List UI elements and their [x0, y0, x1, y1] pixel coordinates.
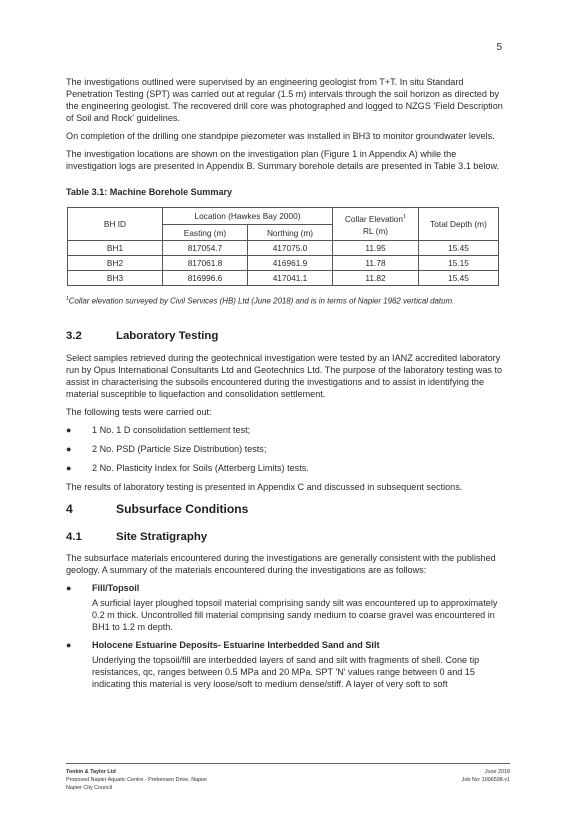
footer-client: Napier City Council: [66, 785, 113, 791]
bullet-icon: ●: [66, 582, 72, 593]
cell-northing: 416961.9: [248, 256, 333, 271]
cell-bh-id: BH2: [68, 256, 163, 271]
footer-date: June 2018: [484, 769, 510, 775]
page-footer: [66, 763, 510, 792]
strata-item-fill: [66, 582, 506, 633]
cell-northing: 417041.1: [248, 271, 333, 286]
intro-paragraph-1: The investigations outlined were supervised by an engineering geologist from T+T. In situ Standard Penetration Testing (SPT) was carried out at regular (1.5 m) intervals through the soil horizon as directed by the engineering geologist. The recovered drill core was photographed and logged to NZGS 'Field Description of Soil and Rock' guidelines.: [66, 77, 503, 123]
cell-rl: 11.95: [333, 241, 419, 256]
footer-company: Tonkin & Taylor Ltd: [66, 769, 116, 775]
cell-easting: 816996.6: [163, 271, 248, 286]
table-row: [68, 256, 499, 271]
bullet-icon: ●: [66, 424, 72, 435]
cell-easting: 817054.7: [163, 241, 248, 256]
intro-paragraph-3: The investigation locations are shown on the investigation plan (Figure 1 in Appendix A) while the investigation logs are presented in Appendix B. Summary borehole details are presented in Table 3.1 below.: [66, 149, 500, 171]
list-item: ● 2 No. PSD (Particle Size Distribution) tests;: [66, 443, 267, 454]
section-number: 3.2: [66, 329, 82, 342]
section-title: Laboratory Testing: [116, 329, 219, 342]
cell-bh-id: BH1: [68, 241, 163, 256]
header-collar-elevation: Collar Elevation$^1$ RL (m): [333, 208, 419, 241]
table-row: [68, 241, 499, 256]
table-footnote: $^1$Collar elevation surveyed by Civil Services (HB) Ltd (June 2018) and is in terms of Napier 1962 vertical datum.: [66, 296, 455, 306]
section-4-1-heading: [66, 531, 506, 543]
list-item: ● 1 No. 1 D consolidation settlement test;: [66, 424, 251, 435]
list-item: ● 2 No. Plasticity Index for Soils (Atterberg Limits) tests.: [66, 462, 309, 473]
cell-depth: 15.45: [419, 241, 499, 256]
header-location: Location (Hawkes Bay 2000): [163, 208, 333, 225]
document-body: [66, 76, 506, 696]
lab-paragraph-1: Select samples retrieved during the geotechnical investigation were tested by an IANZ accredited laboratory run by Opus International Consultants Ltd and Geotechnics Ltd. The purpose of the laboratory testing was to assist in characterising the subsoils encountered during the investigations and to assist in identifying the material susceptible to liquefaction and consolidation settlement.: [66, 352, 503, 399]
section-title: Site Stratigraphy: [116, 530, 208, 543]
table-caption: Table 3.1: Machine Borehole Summary: [66, 187, 233, 197]
intro-paragraph-2: On completion of the drilling one standpipe piezometer was installed in BH3 to monitor groundwater levels.: [66, 131, 495, 141]
bullet-icon: ●: [66, 462, 72, 473]
header-total-depth: Total Depth (m): [419, 208, 499, 241]
strata-body: Underlying the topsoil/fill are interbedded layers of sand and silt with fragments of shell. Cone tip resistances, qc, ranges between 0.5 MPa and 20 MPa. SPT 'N' values range between 0 and 15 indicating this material is very loose/soft to medium dense/stiff. A layer of very soft to soft: [92, 654, 480, 689]
lab-paragraph-3: The results of laboratory testing is presented in Appendix C and discussed in subsequent sections.: [66, 481, 463, 492]
lab-test-list: [66, 424, 506, 474]
cell-rl: 11.78: [333, 256, 419, 271]
section-3-2-heading: [66, 330, 506, 342]
header-northing: Northing (m): [248, 225, 333, 241]
section-title: Subsurface Conditions: [116, 501, 249, 516]
header-easting: Easting (m): [163, 225, 248, 241]
section-4-heading: [66, 503, 506, 515]
table-row: [68, 271, 499, 286]
bullet-icon: ●: [66, 443, 72, 454]
footer-project: Proposed Napier Aquatic Centre - Prebensen Drive, Napier: [66, 777, 208, 783]
cell-depth: 15.15: [419, 256, 499, 271]
section-number: 4.1: [66, 530, 82, 543]
strata-body: A surficial layer ploughed topsoil material comprising sandy silt was encountered up to approximately 0.2 m thick. Uncontrolled fill material comprising sandy medium to coarse gravel was encountered in BH1 to 1.2 m depth.: [92, 597, 498, 632]
page-number: 5: [496, 42, 502, 53]
borehole-summary-table: [67, 207, 499, 286]
lab-paragraph-2: The following tests were carried out:: [66, 406, 212, 417]
cell-bh-id: BH3: [68, 271, 163, 286]
cell-easting: 817061.8: [163, 256, 248, 271]
stratigraphy-paragraph: The subsurface materials encountered during the investigations are generally consistent with the published geology. A summary of the materials encountered during the investigations are as follows:: [66, 552, 496, 575]
cell-depth: 15.45: [419, 271, 499, 286]
cell-rl: 11.82: [333, 271, 419, 286]
strata-title: Fill/Topsoil: [92, 582, 140, 593]
strata-item-estuarine: [66, 639, 506, 690]
strata-title: Holocene Estuarine Deposits- Estuarine Interbedded Sand and Silt: [92, 639, 380, 650]
bullet-icon: ●: [66, 639, 72, 650]
section-number: 4: [66, 501, 73, 516]
header-bh-id: BH ID: [68, 208, 163, 241]
footer-job-number: Job No: 1006598.v1: [461, 777, 510, 783]
cell-northing: 417075.0: [248, 241, 333, 256]
